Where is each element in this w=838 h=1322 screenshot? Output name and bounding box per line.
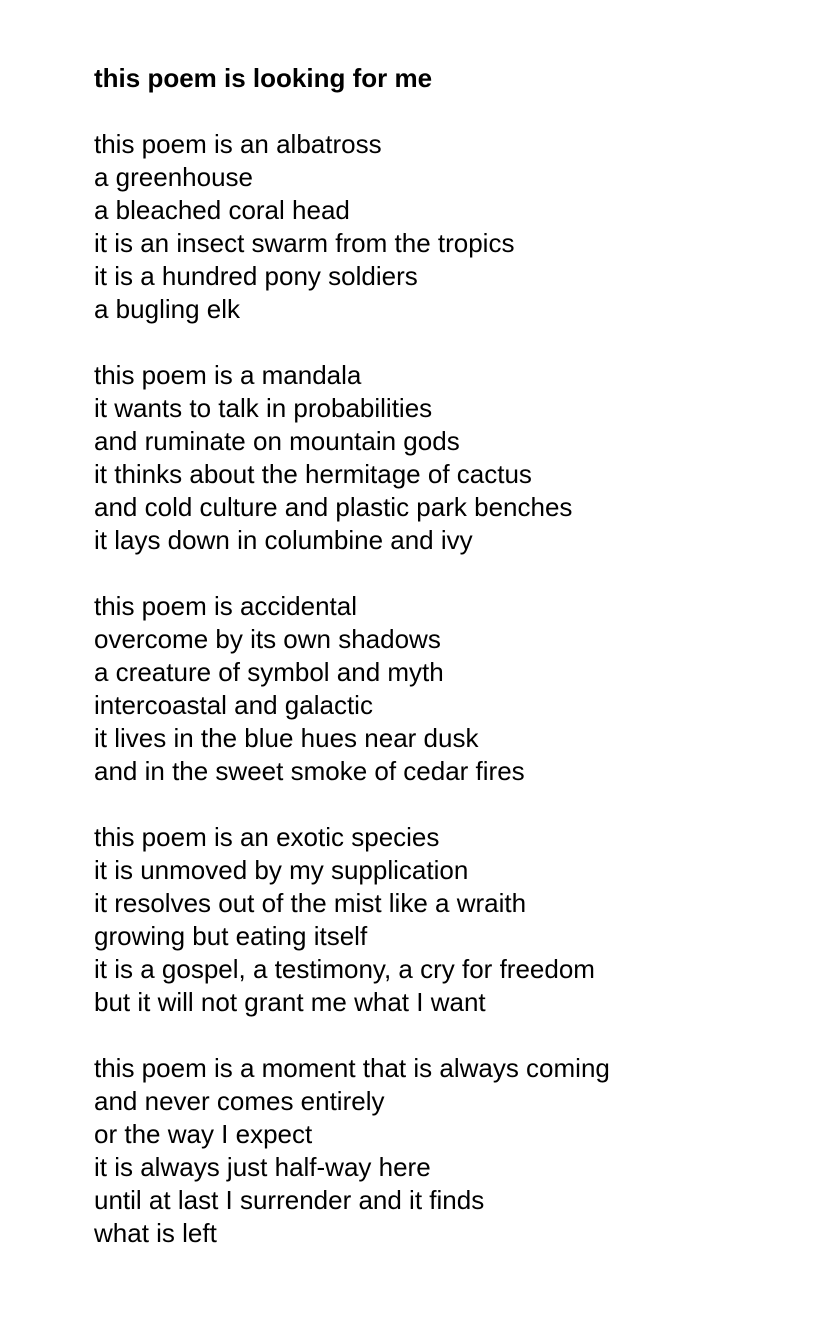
poem-line: it resolves out of the mist like a wraith (94, 888, 527, 918)
poem-line: it is a hundred pony soldiers (94, 261, 418, 291)
poem-line: until at last I surrender and it finds (94, 1185, 485, 1215)
poem-line: this poem is an exotic species (94, 822, 440, 852)
poem-line: but it will not grant me what I want (94, 987, 486, 1017)
poem-line: this poem is an albatross (94, 129, 382, 159)
poem-line: growing but eating itself (94, 921, 368, 951)
poem-line: and in the sweet smoke of cedar fires (94, 756, 525, 786)
poem-line: it lays down in columbine and ivy (94, 525, 473, 555)
poem-line: it wants to talk in probabilities (94, 393, 433, 423)
poem-line: it is a gospel, a testimony, a cry for freedom (94, 954, 595, 984)
poem-line: intercoastal and galactic (94, 690, 373, 720)
poem-line: and never comes entirely (94, 1086, 385, 1116)
stanza-4 (94, 821, 814, 1019)
poem-line: it thinks about the hermitage of cactus (94, 459, 532, 489)
poem-line: a bugling elk (94, 294, 240, 324)
poem-line: a bleached coral head (94, 195, 350, 225)
poem-line: this poem is a mandala (94, 360, 362, 390)
poem-line: it is an insect swarm from the tropics (94, 228, 515, 258)
poem-line: this poem is accidental (94, 591, 358, 621)
poem-line: a creature of symbol and myth (94, 657, 444, 687)
poem-page (94, 62, 814, 1283)
poem-line: it is always just half-way here (94, 1152, 431, 1182)
poem-line: overcome by its own shadows (94, 624, 441, 654)
poem-line: a greenhouse (94, 162, 254, 192)
stanza-3 (94, 590, 814, 788)
poem-line: what is left (94, 1218, 217, 1248)
poem-line: and ruminate on mountain gods (94, 426, 460, 456)
stanza-1 (94, 128, 814, 326)
poem-line: it lives in the blue hues near dusk (94, 723, 479, 753)
stanza-5 (94, 1052, 814, 1250)
poem-line: and cold culture and plastic park benches (94, 492, 573, 522)
poem-line: this poem is a moment that is always coming (94, 1053, 610, 1083)
stanza-2 (94, 359, 814, 557)
poem-line: or the way I expect (94, 1119, 313, 1149)
poem-line: it is unmoved by my supplication (94, 855, 469, 885)
poem-title: this poem is looking for me (94, 63, 433, 93)
